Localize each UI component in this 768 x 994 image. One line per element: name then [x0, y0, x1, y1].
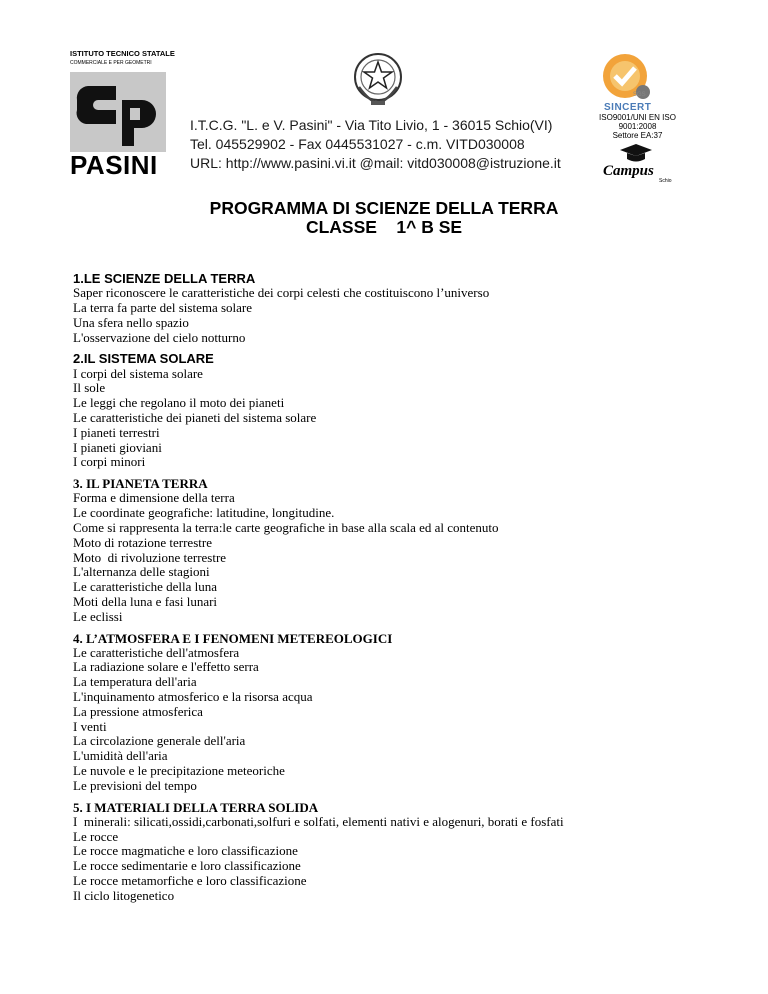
graduation-cap-icon: [618, 143, 654, 163]
section-scienze-terra: [73, 271, 753, 345]
list-item: Le rocce sedimentarie e loro classificazione: [73, 858, 301, 874]
list-item: La pressione atmosferica: [73, 703, 203, 719]
list-item: La circolazione generale dell'aria: [73, 733, 246, 749]
school-logo: [66, 40, 175, 180]
list-item: L'alternanza delle stagioni: [73, 564, 210, 580]
campus-schio: Schio: [659, 178, 672, 184]
list-item: I pianeti terrestri: [73, 424, 160, 440]
list-item: Le leggi che regolano il moto dei pianeti: [73, 395, 285, 411]
list-item: Le caratteristiche della luna: [73, 579, 218, 595]
title-line: PROGRAMMA DI SCIENZE DELLA TERRA: [209, 198, 559, 218]
contact-address: I.T.C.G. "L. e V. Pasini" - Via Tito Livio, 1 - 36015 Schio(VI): [190, 117, 553, 133]
sgs-label: SGS: [633, 92, 646, 98]
list-item: I corpi del sistema solare: [73, 365, 203, 381]
list-item: I minerali: silicati,ossidi,carbonati,solfuri e solfati, elementi nativi e alogenuri, borati e fosfati: [73, 813, 564, 829]
list-item: L'osservazione del cielo notturno: [73, 329, 246, 345]
institute-name: ISTITUTO TECNICO STATALE: [70, 49, 175, 58]
list-item: L'inquinamento atmosferico e la risorsa acqua: [73, 689, 313, 705]
list-item: Le previsioni del tempo: [73, 777, 197, 793]
section-pianeta-terra: [73, 476, 753, 624]
campus-logo: Campus: [603, 163, 654, 179]
document-title: [0, 199, 768, 237]
list-item: Le coordinate geografiche: latitudine, longitudine.: [73, 505, 335, 521]
school-contact: [190, 116, 561, 173]
list-item: Saper riconoscere le caratteristiche dei corpi celesti che costituiscono l’universo: [73, 285, 490, 301]
institute-type: COMMERCIALE E PER GEOMETRI: [70, 60, 152, 66]
list-item: I venti: [73, 718, 107, 734]
list-item: La temperatura dell'aria: [73, 674, 197, 690]
list-item: I corpi minori: [73, 454, 146, 470]
school-emblem-icon: [70, 72, 166, 152]
logo-wordmark: PASINI: [70, 150, 158, 180]
section-heading: 2.IL SISTEMA SOLARE: [73, 351, 214, 367]
list-item: Il ciclo litogenetico: [73, 887, 175, 903]
list-item: Come si rappresenta la terra:le carte geografiche in base alla scala ed al contenuto: [73, 519, 499, 535]
syllabus-content: [73, 271, 753, 910]
list-item: Le rocce metamorfiche e loro classificazione: [73, 873, 307, 889]
list-item: Le rocce: [73, 828, 119, 844]
list-item: Il sole: [73, 380, 106, 396]
list-item: Le caratteristiche dell'atmosfera: [73, 644, 240, 660]
list-item: La radiazione solare e l'effetto serra: [73, 659, 259, 675]
section-materiali-terra: [73, 800, 753, 904]
certification-block: [575, 50, 700, 188]
section-heading: 5. I MATERIALI DELLA TERRA SOLIDA: [73, 799, 319, 815]
list-item: La terra fa parte del sistema solare: [73, 299, 253, 315]
list-item: Le caratteristiche dei pianeti del sistema solare: [73, 409, 317, 425]
section-sistema-solare: [73, 351, 753, 470]
list-item: Le rocce magmatiche e loro classificazione: [73, 843, 298, 859]
section-heading: 4. L’ATMOSFERA E I FENOMENI METEREOLOGICI: [73, 630, 393, 646]
list-item: Le eclissi: [73, 608, 123, 624]
list-item: L'umidità dell'aria: [73, 748, 168, 764]
section-heading: 1.LE SCIENZE DELLA TERRA: [73, 271, 256, 286]
section-heading: 3. IL PIANETA TERRA: [73, 476, 208, 492]
list-item: Forma e dimensione della terra: [73, 490, 235, 506]
list-item: Moti della luna e fasi lunari: [73, 593, 218, 609]
section-atmosfera: [73, 631, 753, 794]
list-item: Le nuvole e le precipitazione meteoriche: [73, 763, 285, 779]
contact-phone: Tel. 045529902 - Fax 0445531027 - c.m. VITD030008: [190, 136, 525, 152]
list-item: Moto di rotazione terrestre: [73, 534, 212, 550]
republic-emblem-icon: [351, 47, 405, 109]
class-line: CLASSE 1^ B SE: [305, 217, 463, 237]
sincert-label: SINCERT: [604, 102, 652, 113]
contact-web: URL: http://www.pasini.vi.it @mail: vitd030008@istruzione.it: [190, 155, 561, 171]
list-item: Una sfera nello spazio: [73, 314, 189, 330]
list-item: I pianeti gioviani: [73, 439, 162, 455]
letterhead: [66, 40, 700, 188]
iso-certification: ISO9001/UNI EN ISO 9001:2008 Settore EA:37: [599, 113, 676, 140]
list-item: Moto di rivoluzione terrestre: [73, 549, 227, 565]
